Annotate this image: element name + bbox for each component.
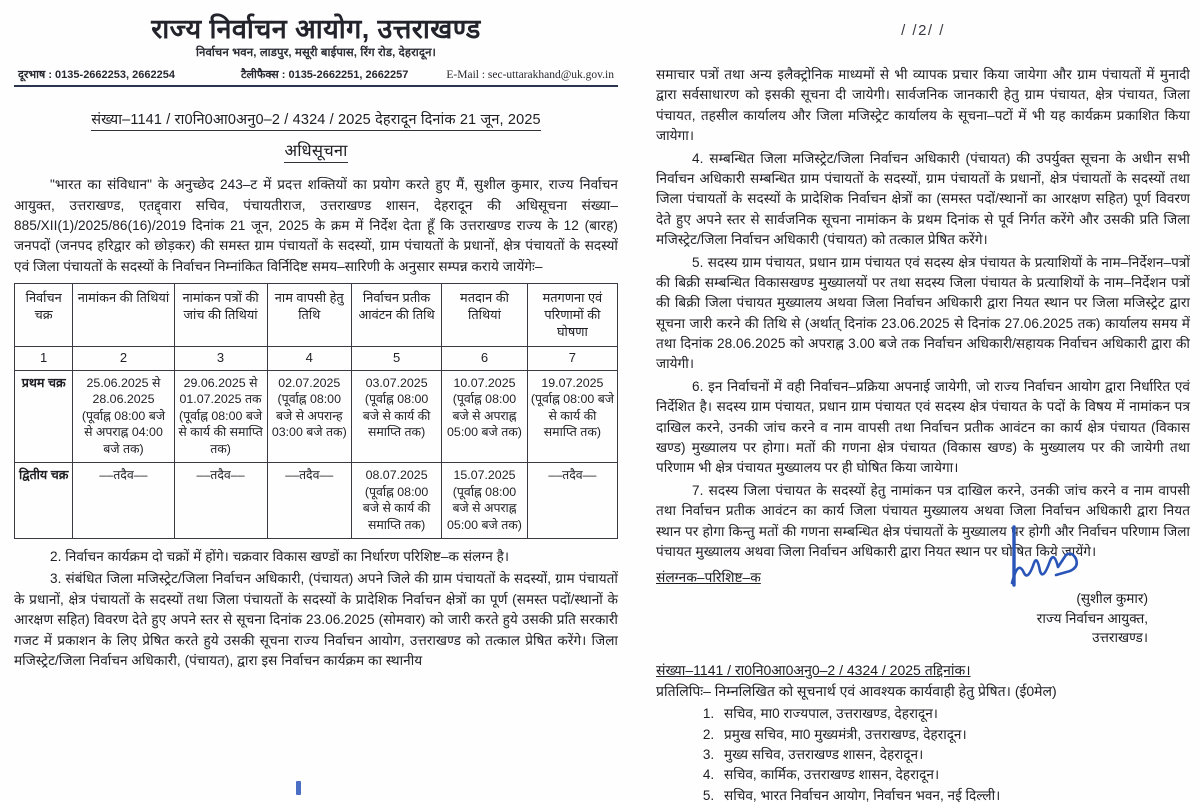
header-divider <box>14 85 618 87</box>
column-header-scrutiny-dates: नामांकन पत्रों की जांच की तिथियां <box>174 284 267 347</box>
cell-symbol-allotment-date: 03.07.2025 (पूर्वाह्न 08:00 बजे से कार्य की समाप्ति तक) <box>352 370 442 463</box>
cell-nomination-dates: 25.06.2025 से 28.06.2025 (पूर्वाह्न 08:00 बजे से अपराह्न 04:00 बजे तक) <box>73 370 174 463</box>
table-row <box>15 463 618 539</box>
list-item: 2. प्रमुख सचिव, मा0 मुख्यमंत्री, उत्तराखण्ड, देहरादून। <box>718 725 1190 745</box>
list-item: 1. सचिव, मा0 राज्यपाल, उत्तराखण्ड, देहरादून। <box>718 704 1190 724</box>
table-column-number-row <box>15 347 618 370</box>
table-header-row <box>15 284 618 347</box>
signatory-designation: राज्य निर्वाचन आयुक्त, <box>1036 610 1148 626</box>
column-number-2: 2 <box>73 347 174 370</box>
column-header-polling-dates: मतदान की तिथियां <box>442 284 528 347</box>
column-number-4: 4 <box>267 347 352 370</box>
cell-scrutiny-dates: ––तदैव–– <box>174 463 267 539</box>
cell-polling-dates: 10.07.2025 (पूर्वाह्न 08:00 बजे से अपराह्न 05:00 बजे तक) <box>442 370 528 463</box>
document-title-wrap <box>14 131 618 175</box>
organization-address: निर्वाचन भवन, लाडपुर, मसूरी बाईपास, रिंग रोड, देहरादून। <box>195 47 437 60</box>
election-schedule-table <box>14 283 618 539</box>
signatory-name: (सुशील कुमार) <box>1076 591 1148 607</box>
endorsement-number-wrap <box>656 661 1190 682</box>
clause-5-paragraph: 5. सदस्य ग्राम पंचायत, प्रधान ग्राम पंचायत एवं सदस्य क्षेत्र पंचायत के प्रत्याशियों के नाम–निर्देशन–पत्रों की बिक्री सम्बन्धित विकासखण्ड मुख्यालयों पर तथा सदस्य जिला पंचायत के प्रत्याशियों के नाम–निर्देशन पत्रों की बिक्री जिला पंचायत मुख्यालय अथवा जिला निर्वाचन अधिकारी द्वारा नियत स्थान पर जिला मजिस्ट्रेट द्वारा सूचना जारी करने की तिथि से (अर्थात् दिनांक 23.06.2025 से दिनांक 27.06.2025 तक) कार्यालय समय में तथा दिनांक 28.06.2025 को अपराह्न 3.00 बजे तक निर्वाचन अधिकारी/सहायक निर्वाचन अधिकारी द्वारा की जायेगी। <box>656 254 1190 372</box>
cell-withdrawal-date: 02.07.2025 (पूर्वाह्न 08:00 बजे से अपरान्ह 03:00 बजे तक) <box>267 370 352 463</box>
clause-2-paragraph: 2. निर्वाचन कार्यक्रम दो चक्रों में होंगे। चक्रवार विकास खण्डों का निर्धारण परिशिष्ट–क संलग्न है। <box>50 549 510 565</box>
document-number: संख्या–1141 / रा0नि0आ0अनु0–2 / 4324 / 2025 देहरादून दिनांक 21 जून, 2025 <box>91 109 541 131</box>
cell-nomination-dates: ––तदैव–– <box>73 463 174 539</box>
list-item: 3. मुख्य सचिव, उत्तराखण्ड शासन, देहरादून। <box>718 745 1190 765</box>
phone-text: दूरभाष : 0135-2662253, 2662254 <box>18 69 175 82</box>
document-number-wrap <box>14 109 618 131</box>
cell-counting-results: ––तदैव–– <box>527 463 617 539</box>
column-number-7: 7 <box>527 347 617 370</box>
signatory-place: उत्तराखण्ड। <box>1092 629 1148 645</box>
cell-withdrawal-date: ––तदैव–– <box>267 463 352 539</box>
row-cycle-label: प्रथम चक्र <box>15 370 73 463</box>
ink-mark <box>296 781 301 795</box>
list-item: 5. सचिव, भारत निर्वाचन आयोग, निर्वाचन भवन, नई दिल्ली। <box>718 786 1190 806</box>
column-header-cycle: निर्वाचन चक्र <box>15 284 73 347</box>
table-row <box>15 370 618 463</box>
organization-name: राज्य निर्वाचन आयोग, उत्तराखण्ड <box>151 14 481 44</box>
attachment-note: संलग्नक–परिशिष्ट–क <box>656 570 761 586</box>
cell-polling-dates: 15.07.2025 (पूर्वाह्न 08:00 बजे से अपराह्न 05:00 बजे तक) <box>442 463 528 539</box>
cell-counting-results: 19.07.2025 (पूर्वाह्न 08:00 बजे से कार्य की समाप्ति तक) <box>527 370 617 463</box>
column-number-6: 6 <box>442 347 528 370</box>
column-header-counting-results: मतगणना एवं परिणामों की घोषणा <box>527 284 617 347</box>
column-number-3: 3 <box>174 347 267 370</box>
cell-scrutiny-dates: 29.06.2025 से 01.07.2025 तक (पूर्वाह्न 08:00 बजे से कार्य की समाप्ति तक) <box>174 370 267 463</box>
list-item: 4. सचिव, कार्मिक, उत्तराखण्ड शासन, देहरादून। <box>718 765 1190 785</box>
column-header-nomination-dates: नामांकन की तिथियां <box>73 284 174 347</box>
column-number-1: 1 <box>15 347 73 370</box>
attachment-line-wrap <box>656 564 1190 587</box>
contact-row <box>14 67 618 85</box>
column-number-5: 5 <box>352 347 442 370</box>
endorsement-intro: प्रतिलिपिः– निम्नलिखित को सूचनार्थ एवं आवश्यक कार्यवाही हेतु प्रेषित। (ई0मेल) <box>656 683 1057 700</box>
column-header-symbol-allotment-date: निर्वाचन प्रतीक आवंटन की तिथि <box>352 284 442 347</box>
fax-text: टैलीफैक्स : 0135-2662251, 2662257 <box>240 69 409 82</box>
clause-7-paragraph: 7. सदस्य जिला पंचायत के सदस्यों हेतु नामांकन पत्र दाखिल करने, उनकी जांच करने व नाम वापसी तथा निर्वाचन प्रतीक आवंटन का कार्य जिला पंचायत मुख्यालय अथवा जिला निर्वाचन अधिकारी द्वारा नियत स्थान पर होगा किन्तु मतों की गणना सम्बन्धित क्षेत्र पंचायतों के मुख्यालय पर होगी और निर्वाचन परिणाम जिला पंचायत मुख्यालय अथवा जिला निर्वाचन अधिकारी द्वारा नियत स्थान पर घोषित किये जायेंगे। <box>656 482 1190 559</box>
cell-symbol-allotment-date: 08.07.2025 (पूर्वाह्न 08:00 बजे से कार्य की समाप्ति तक) <box>352 463 442 539</box>
column-header-withdrawal-date: नाम वापसी हेतु तिथि <box>267 284 352 347</box>
clause-4-paragraph: 4. सम्बन्धित जिला मजिस्ट्रेट/जिला निर्वाचन अधिकारी (पंचायत) की उपर्युक्त सूचना के अधीन सभी निर्वाचन अधिकारी सम्बन्धित ग्राम पंचायतों के सदस्यों, ग्राम पंचायतों के प्रधानों, क्षेत्र पंचायतों के सदस्यों तथा जिला पंचायतों के सदस्यों के प्रादेशिक निर्वाचन क्षेत्रों का (समस्त पदों/स्थानों का आरक्षण सहित) पूर्ण विवरण देते हुए अपने स्तर से सार्वजनिक सूचना नामांकन के प्रथम दिनांक से पूर्व निर्गत करेंगे और उसकी प्रति जिला मजिस्ट्रेट/जिला निर्वाचन अधिकारी (पंचायत) को तत्काल प्रेषित करेंगे। <box>656 150 1190 248</box>
row-cycle-label: द्वितीय चक्र <box>15 463 73 539</box>
clause-3-paragraph: 3. संबंधित जिला मजिस्ट्रेट/जिला निर्वाचन अधिकारी, (पंचायत) अपने जिले की ग्राम पंचायतों के सदस्यों, ग्राम पंचायतों के प्रधानों, क्षेत्र पंचायतों के सदस्यों तथा जिला पंचायतों के सदस्यों के प्रादेशिक निर्वाचन क्षेत्रों का पूर्ण (समस्त पदों/स्थानों के आरक्षण सहित) विवरण देते हुए अपने स्तर से सूचना दिनांक 23.06.2025 (सोमवार) को जारी करते हुये उसकी प्रति सरकारी गजट में प्रकाशन के लिए प्रेषित करते हुये उसकी सूचना राज्य निर्वाचन आयोग, उत्तराखण्ड को तत्काल प्रेषित करेंगे। जिला मजिस्ट्रेट/जिला निर्वाचन अधिकारी, (पंचायत), द्वारा इस निर्वाचन कार्यक्रम का स्थानीय <box>14 571 618 668</box>
signature-block <box>656 589 1190 647</box>
clause-6-paragraph: 6. इन निर्वाचनों में वही निर्वाचन–प्रक्रिया अपनाई जायेगी, जो राज्य निर्वाचन आयोग द्वारा निर्धारित एवं निर्देशित है। सदस्य ग्राम पंचायत, प्रधान ग्राम पंचायत एवं सदस्य क्षेत्र पंचायत के पदों के विषय में नामांकन पत्र दाखिल करने, उनकी जांच करने व नाम वापसी तथा निर्वाचन प्रतीक आवंटन का कार्य क्षेत्र पंचायत (विकास खण्ड) मुख्यालय पर होगा। मतों की गणना क्षेत्र पंचायत (विकास खण्ड) के मुख्यालय पर की जायेगी तथा परिणाम भी क्षेत्र पंचायत मुख्यालय पर ही घोषित किया जायेगा। <box>656 378 1190 476</box>
endorsement-number: संख्या–1141 / रा0नि0आ0अनु0–2 / 4324 / 2025 तद्दिनांक। <box>656 662 971 679</box>
page-number-marker: / /2/ / <box>901 22 945 39</box>
letterhead <box>14 8 618 87</box>
clause-3-continuation-paragraph: समाचार पत्रों तथा अन्य इलैक्ट्रोनिक माध्यमों से भी व्यापक प्रचार किया जायेगा और ग्राम पंचायतों में मुनादी द्वारा सर्वसाधारण को इसकी सूचना दी जायेगी। सार्वजनिक जानकारी हेतु ग्राम पंचायत, क्षेत्र पंचायत, जिला पंचायत, तहसील कार्यालय और जिला मजिस्ट्रेट कार्यालय के सूचना–पटों में भी यह कार्यक्रम प्रकाशित किया जायेगा। <box>656 67 1190 144</box>
right-column <box>632 0 1200 803</box>
page-title: अधिसूचना <box>284 138 347 163</box>
preamble-paragraph: "भारत का संविधान" के अनुच्छेद 243–ट में प्रदत्त शक्तियों का प्रयोग करते हुए मैं, सुशील कुमार, राज्य निर्वाचन आयुक्त, उत्तराखण्ड, एतद्द्वारा सचिव, पंचायतीराज, उत्तराखण्ड शासन, देहरादून की अधिसूचना संख्या–885/XII(1)/2025/86(16)/2019 दिनांक 21 जून, 2025 के क्रम में निर्देश देता हूँ कि उत्तराखण्ड राज्य के 12 (बारह) जनपदों (जनपद हरिद्वार को छोड़कर) की समस्त ग्राम पंचायतों के सदस्यों, ग्राम पंचायतों के प्रधानों, क्षेत्र पंचायतों के सदस्यों एवं जिला पंचायतों के सदस्यों के निर्वाचन निम्नांकित विर्निदिष्ट समय–सारिणी के अनुसार सम्पन्न कराये जायेंगेः– <box>14 177 618 274</box>
email-text: E-Mail : sec-uttarakhand@uk.gov.in <box>446 69 614 82</box>
recipients-list <box>656 704 1190 806</box>
